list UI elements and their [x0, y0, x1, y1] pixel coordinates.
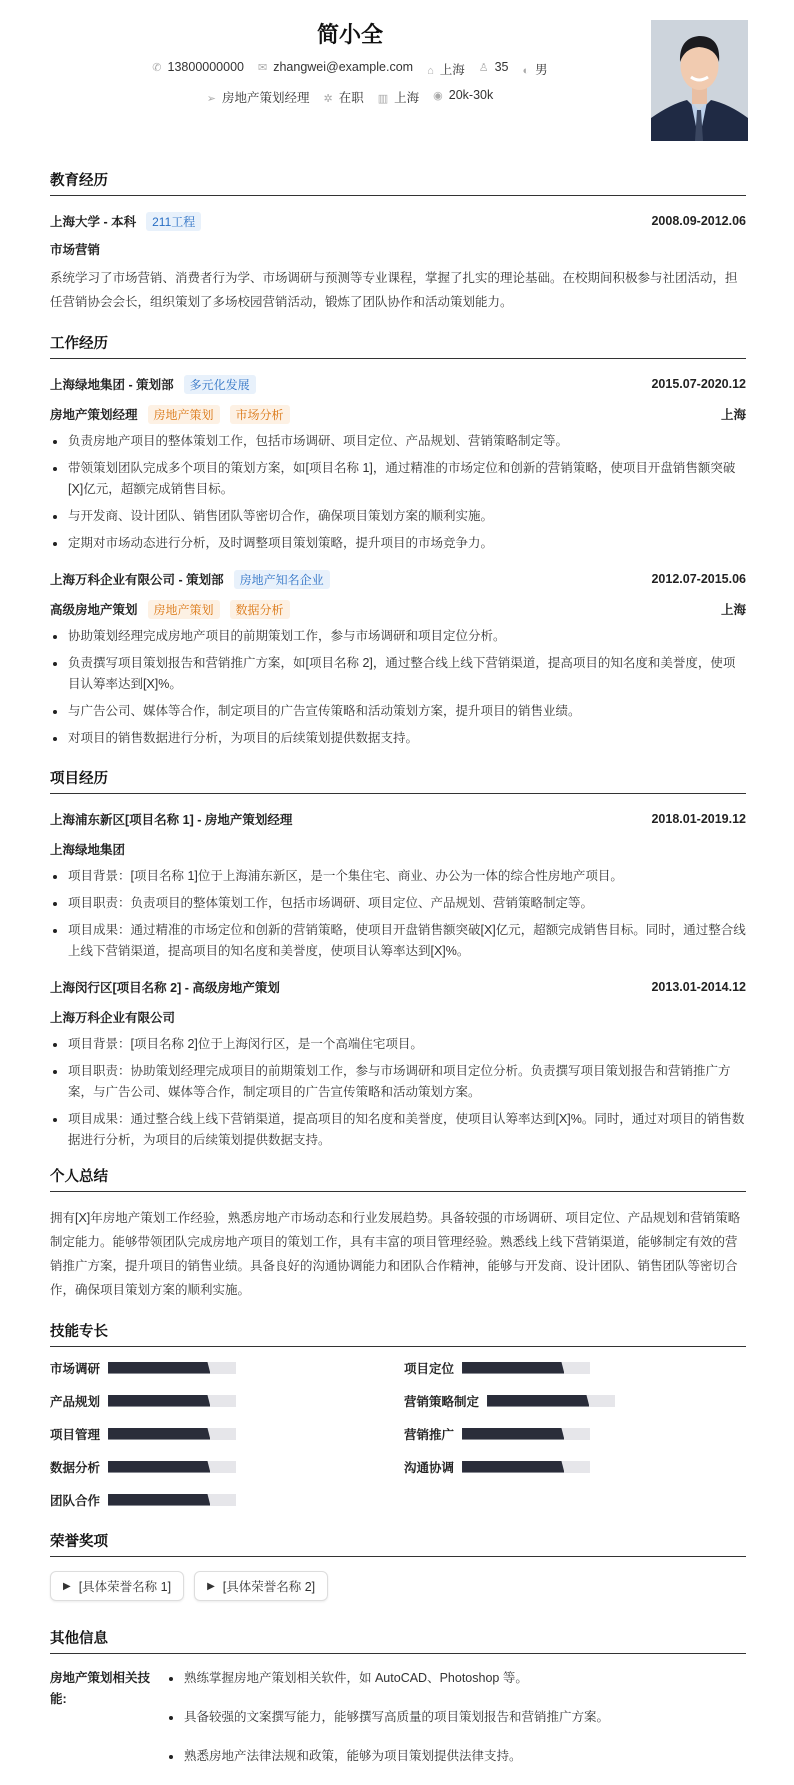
- other-section: [50, 1627, 746, 1785]
- skill-name: 项目定位: [404, 1361, 455, 1376]
- skill-item: [50, 1361, 404, 1374]
- skill-bar-fill: [462, 1461, 564, 1473]
- skill-name: 团队合作: [50, 1493, 101, 1508]
- caret-right-icon: ▶: [207, 1580, 215, 1592]
- company: 上海绿地集团 - 策划部: [50, 378, 174, 392]
- honors-list: [50, 1571, 746, 1601]
- education-section: [50, 169, 746, 314]
- bullet-item: 项目成果：通过精准的市场定位和创新的营销策略，使项目开盘销售额突破[X]亿元，超额完成销售目标。同时，通过整合线上线下营销渠道，提高项目的知名度和美誉度，使项目认筹率达到[X]%。: [50, 920, 746, 962]
- bullet-item: 项目职责：协助策划经理完成项目的前期策划工作，参与市场调研和项目定位分析。负责撰写项目策划报告和营销推广方案，与广告公司、媒体等合作，制定项目的广告宣传策略和活动策划方案。: [50, 1061, 746, 1103]
- work-section: [50, 332, 746, 749]
- skill-bar: [108, 1428, 236, 1440]
- skill-item: [404, 1460, 744, 1473]
- skill-item: [50, 1394, 404, 1407]
- project-header-row: [50, 808, 746, 830]
- section-title: 教育经历: [50, 169, 746, 196]
- section-title: 工作经历: [50, 332, 746, 359]
- gender-icon: ◐: [522, 65, 530, 77]
- skill-bar-fill: [108, 1494, 210, 1506]
- work-date: 2012.07-2015.06: [651, 572, 746, 586]
- work-entry: [50, 373, 746, 554]
- bullet-item: 对项目的销售数据进行分析，为项目的后续策划提供数据支持。: [50, 728, 746, 749]
- age: ♙ 35: [478, 60, 509, 74]
- skill-name: 产品规划: [50, 1394, 101, 1409]
- project-date: 2013.01-2014.12: [651, 980, 746, 994]
- bullet-item: 负责撰写项目策划报告和营销推广方案，如[项目名称 2]，通过整合线上线下营销渠道，提高项目的知名度和美誉度，使项目认筹率达到[X]%。: [50, 653, 746, 695]
- skill-name: 沟通协调: [404, 1460, 455, 1475]
- work-header-row: [50, 568, 746, 590]
- skill-tag: 房地产策划: [148, 405, 220, 424]
- work-role-row: [50, 403, 746, 425]
- resume-body: [50, 165, 746, 1785]
- other-item: 熟练掌握房地产策划相关软件，如 AutoCAD、Photoshop 等。: [166, 1668, 609, 1689]
- project-company: 上海绿地集团: [50, 843, 126, 857]
- project-header-row: [50, 976, 746, 998]
- skill-bar: [462, 1461, 590, 1473]
- work-left: [50, 570, 330, 589]
- phone: ✆ 13800000000: [152, 60, 244, 74]
- money-icon: ◉: [433, 90, 443, 102]
- skill-tag: 数据分析: [230, 600, 290, 619]
- city: ⌂ 上海: [427, 63, 465, 77]
- honor-name: [具体荣誉名称 1]: [78, 1580, 172, 1594]
- bullet-item: 协助策划经理完成房地产项目的前期策划工作，参与市场调研和项目定位分析。: [50, 626, 746, 647]
- other-label: 房地产策划相关技能:: [50, 1671, 151, 1706]
- skill-item: [50, 1460, 404, 1473]
- other-item: 具备较强的文案撰写能力，能够撰写高质量的项目策划报告和营销推广方案。: [166, 1707, 609, 1728]
- resume-header: [0, 0, 794, 165]
- skill-item: [50, 1493, 404, 1506]
- work-date: 2015.07-2020.12: [651, 377, 746, 391]
- job-status: ✲ 在职: [323, 91, 364, 105]
- skill-bar-fill: [462, 1362, 564, 1374]
- work-header-row: [50, 373, 746, 395]
- job-intent-row: [0, 88, 700, 106]
- candidate-name: 简小全: [316, 22, 383, 47]
- project-entry: [50, 808, 746, 962]
- work-bullets: [50, 431, 746, 554]
- other-list: [166, 1668, 609, 1785]
- contact-row: [0, 60, 700, 78]
- skill-bar: [487, 1395, 615, 1407]
- skill-bar-fill: [108, 1362, 210, 1374]
- skill-bar: [108, 1395, 236, 1407]
- bullet-item: 与广告公司、媒体等合作，制定项目的广告宣传策略和活动策划方案，提升项目的销售业绩。: [50, 701, 746, 722]
- bullet-item: 项目职责：负责项目的整体策划工作，包括市场调研、项目定位、产品规划、营销策略制定等。: [50, 893, 746, 914]
- company-tag: 多元化发展: [184, 375, 256, 394]
- school-tag: 211工程: [146, 212, 201, 231]
- project-list: [50, 808, 746, 1151]
- caret-right-icon: ▶: [63, 1580, 71, 1592]
- work-role-row: [50, 598, 746, 620]
- bullet-item: 项目成果：通过整合线上线下营销渠道，提高项目的知名度和美誉度，使项目认筹率达到[X]%。同时，通过对项目的销售数据进行分析，为项目的后续策划提供数据支持。: [50, 1109, 746, 1151]
- school: 上海大学 - 本科: [50, 215, 137, 229]
- skill-bar-fill: [462, 1428, 564, 1440]
- skills-section: [50, 1320, 746, 1506]
- project-date: 2018.01-2019.12: [651, 812, 746, 826]
- skill-item: [50, 1427, 404, 1440]
- project-company: 上海万科企业有限公司: [50, 1011, 176, 1025]
- company: 上海万科企业有限公司 - 策划部: [50, 573, 224, 587]
- education-desc: 系统学习了市场营销、消费者行为学、市场调研与预测等专业课程，掌握了扎实的理论基础。在校期间积极参与社团活动，担任营销协会会长，组织策划了多场校园营销活动，锻炼了团队协作和活动策划能力。: [50, 271, 738, 309]
- company-tag: 房地产知名企业: [234, 570, 330, 589]
- work-bullets: [50, 626, 746, 749]
- skill-item: [404, 1427, 744, 1440]
- honors-section: [50, 1530, 746, 1601]
- major: 市场营销: [50, 243, 101, 257]
- education-row: [50, 210, 746, 232]
- summary-text: 拥有[X]年房地产策划工作经验，熟悉房地产市场动态和行业发展趋势。具备较强的市场调研、项目定位、产品规划和营销策略制定能力。能够带领团队完成房地产项目的策划工作，具有丰富的项目管理经验。熟悉线上线下营销渠道，能够制定有效的营销推广方案，提升项目的销售业绩。具备良好的沟通协调能力和团队合作精神，能够与开发商、设计团队、销售团队等密切合作，确保项目策划方案的顺利实施。: [50, 1211, 741, 1297]
- education-left: [50, 212, 201, 231]
- other-info: [50, 1668, 746, 1785]
- work-city: 上海: [720, 408, 746, 422]
- project-name: 上海浦东新区[项目名称 1] - 房地产策划经理: [50, 813, 293, 827]
- honor-item[interactable]: [194, 1571, 328, 1601]
- section-title: 项目经历: [50, 767, 746, 794]
- target-position: ➢ 房地产策划经理: [206, 91, 310, 105]
- skill-item: [404, 1361, 744, 1374]
- work-entry: [50, 568, 746, 749]
- skill-bar: [108, 1461, 236, 1473]
- honor-name: [具体荣誉名称 2]: [222, 1580, 316, 1594]
- role: 房地产策划经理: [50, 408, 138, 422]
- status-icon: ✲: [323, 93, 333, 105]
- work-city: 上海: [720, 603, 746, 617]
- email: ✉ zhangwei@example.com: [258, 60, 414, 74]
- skill-name: 市场调研: [50, 1361, 101, 1376]
- cake-icon: ♙: [478, 62, 489, 74]
- skill-bar: [108, 1362, 236, 1374]
- other-item: 熟悉房地产法律法规和政策，能够为项目策划提供法律支持。: [166, 1746, 609, 1767]
- skill-bar-fill: [108, 1428, 210, 1440]
- skill-bar: [108, 1494, 236, 1506]
- project-entry: [50, 976, 746, 1151]
- work-list: [50, 373, 746, 749]
- summary-section: [50, 1165, 746, 1302]
- bullet-item: 与开发商、设计团队、销售团队等密切合作，确保项目策划方案的顺利实施。: [50, 506, 746, 527]
- home-icon: ⌂: [427, 65, 434, 77]
- skill-tag: 市场分析: [230, 405, 290, 424]
- skill-bar-fill: [108, 1461, 210, 1473]
- skill-name: 数据分析: [50, 1460, 101, 1475]
- skill-item: [404, 1394, 744, 1407]
- phone-icon: ✆: [152, 62, 162, 74]
- project-bullets: [50, 866, 746, 962]
- project-section: [50, 767, 746, 1151]
- section-title: 荣誉奖项: [50, 1530, 746, 1557]
- salary: ◉ 20k-30k: [433, 88, 494, 102]
- bullet-item: 项目背景：[项目名称 2]位于上海闵行区，是一个高端住宅项目。: [50, 1034, 746, 1055]
- section-title: 个人总结: [50, 1165, 746, 1192]
- project-name: 上海闵行区[项目名称 2] - 高级房地产策划: [50, 981, 280, 995]
- section-title: 其他信息: [50, 1627, 746, 1654]
- skill-bar-fill: [487, 1395, 589, 1407]
- honor-item[interactable]: [50, 1571, 184, 1601]
- gender: ◐ 男: [522, 63, 548, 77]
- skills-grid: [50, 1361, 746, 1506]
- skill-tag: 房地产策划: [148, 600, 220, 619]
- role-left: [50, 600, 290, 619]
- project-bullets: [50, 1034, 746, 1151]
- mail-icon: ✉: [258, 62, 268, 74]
- education-date: 2008.09-2012.06: [651, 214, 746, 228]
- skill-name: 营销推广: [404, 1427, 455, 1442]
- building-icon: ▥: [377, 93, 389, 105]
- bullet-item: 项目背景：[项目名称 1]位于上海浦东新区，是一个集住宅、商业、办公为一体的综合性房地产项目。: [50, 866, 746, 887]
- section-title: 技能专长: [50, 1320, 746, 1347]
- role-left: [50, 405, 290, 424]
- bullet-item: 负责房地产项目的整体策划工作，包括市场调研、项目定位、产品规划、营销策略制定等。: [50, 431, 746, 452]
- bullet-item: 定期对市场动态进行分析，及时调整项目策划策略，提升项目的市场竞争力。: [50, 533, 746, 554]
- send-icon: ➢: [206, 93, 216, 105]
- work-left: [50, 375, 256, 394]
- bullet-item: 带领策划团队完成多个项目的策划方案，如[项目名称 1]，通过精准的市场定位和创新的营销策略，使项目开盘销售额突破[X]亿元，超额完成销售目标。: [50, 458, 746, 500]
- role: 高级房地产策划: [50, 603, 138, 617]
- skill-bar: [462, 1428, 590, 1440]
- skill-bar: [462, 1362, 590, 1374]
- work-city: ▥ 上海: [377, 91, 420, 105]
- skill-bar-fill: [108, 1395, 210, 1407]
- skill-name: 营销策略制定: [404, 1394, 480, 1409]
- profile-photo: [651, 20, 748, 141]
- skill-name: 项目管理: [50, 1427, 101, 1442]
